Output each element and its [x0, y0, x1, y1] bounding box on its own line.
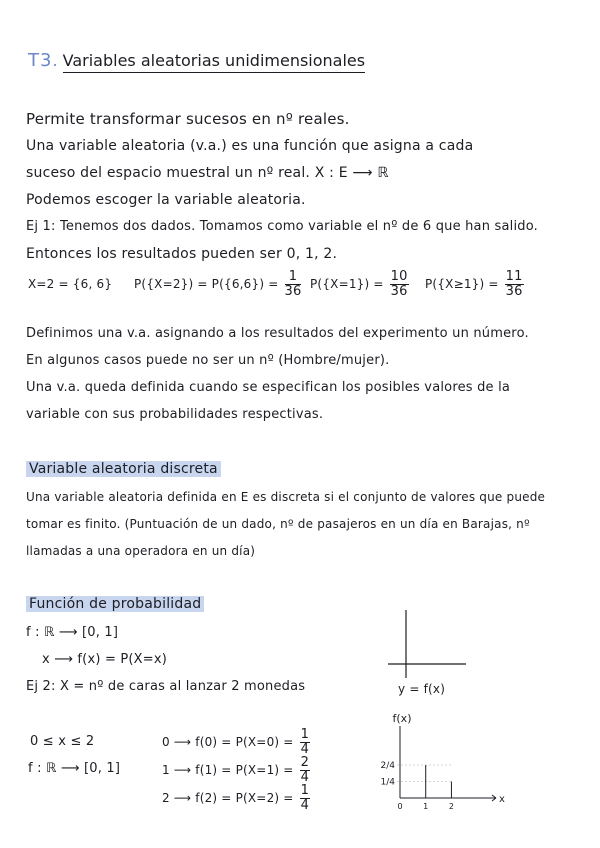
fraction-num: 1	[300, 727, 310, 742]
fraction-num: 2	[300, 755, 310, 770]
intro-line-6: Entonces los resultados pueden ser 0, 1, 2.	[26, 246, 338, 262]
fraction-den: 4	[300, 770, 310, 785]
ex2-row-0	[162, 728, 310, 757]
example-1-line: Ej 1: Tenemos dos dados. Tomamos como variable el nº de 6 que han salido.	[26, 219, 538, 234]
ex2-row-2	[162, 784, 310, 813]
fraction-num: 1	[300, 783, 310, 798]
intro-line-4: Podemos escoger la variable aleatoria.	[26, 192, 306, 208]
fraction-1-4	[300, 728, 310, 757]
discrete-line-1: Una variable aleatoria definida en E es discreta si el conjunto de valores que puede	[26, 490, 546, 504]
para2-line-1: Definimos una v.a. asignando a los resultados del experimento un número.	[26, 326, 529, 341]
intro-line-1: Permite transformar sucesos en nº reales.	[26, 110, 350, 128]
para2-line-4: variable con sus probabilidades respectivas.	[26, 407, 324, 422]
formula-p-x2	[134, 270, 301, 299]
heading-highlight: Función de probabilidad	[26, 596, 204, 612]
intro-line-3: suceso del espacio muestral un nº real. X : E ⟶ ℝ	[26, 165, 389, 181]
section-heading-prob-fn	[26, 595, 204, 613]
fraction-den: 36	[390, 284, 408, 299]
para2-line-2: En algunos casos puede no ser un nº (Hombre/mujer).	[26, 353, 390, 368]
axis-sketch-label: y = f(x)	[398, 682, 446, 696]
page-title	[28, 50, 365, 71]
formula-p-x1-text: P({X=1}) =	[310, 277, 384, 291]
fraction-num: 1	[285, 270, 302, 285]
fraction-den: 4	[300, 798, 310, 813]
x-tick-label: 1	[423, 802, 429, 811]
ex2-row-1	[162, 756, 310, 785]
fraction-den: 36	[284, 284, 302, 299]
x-tick-label: 2	[448, 802, 454, 811]
formula-x-equals-2: X=2 = {6, 6}	[28, 277, 113, 291]
fraction-num: 11	[505, 269, 523, 284]
fraction-2-4	[300, 756, 310, 785]
fraction-10-36	[390, 270, 409, 299]
section-heading-discrete	[26, 460, 221, 478]
discrete-line-3: llamadas a una operadora en un día)	[26, 544, 256, 558]
y-tick-label: 2/4	[380, 761, 395, 771]
ex2-map: f : ℝ ⟶ [0, 1]	[28, 761, 121, 776]
prob-fn-definition: x ⟶ f(x) = P(X=x)	[42, 652, 168, 667]
discrete-line-2: tomar es finito. (Puntuación de un dado, nº de pasajeros en un día en Barajas, nº	[26, 517, 530, 531]
ex2-row-lhs: 1 ⟶ f(1) = P(X=1) =	[162, 763, 294, 777]
x-tick-label: 0	[397, 802, 403, 811]
ex2-row-lhs: 2 ⟶ f(2) = P(X=2) =	[162, 791, 294, 805]
y-axis-label: f(x)	[392, 712, 412, 725]
heading-highlight: Variable aleatoria discreta	[26, 461, 221, 477]
formula-p-xge1	[425, 270, 524, 299]
title-text: Variables aleatorias unidimensionales	[63, 51, 365, 73]
fraction-den: 4	[300, 742, 310, 757]
title-separator: .	[52, 51, 58, 70]
x-axis-label: x	[499, 794, 505, 805]
ex2-row-lhs: 0 ⟶ f(0) = P(X=0) =	[162, 735, 294, 749]
fraction-11-36	[505, 270, 524, 299]
fraction-den: 36	[505, 284, 523, 299]
intro-line-2: Una variable aleatoria (v.a.) es una función que asigna a cada	[26, 138, 474, 154]
axis-sketch	[380, 606, 470, 682]
prob-fn-mapping: f : ℝ ⟶ [0, 1]	[26, 625, 119, 640]
y-tick-label: 1/4	[380, 777, 395, 788]
formula-p-x2-text: P({X=2}) = P({6,6}) =	[134, 277, 279, 291]
probability-chart	[370, 712, 505, 822]
para2-line-3: Una v.a. queda definida cuando se especifican los posibles valores de la	[26, 380, 511, 395]
fraction-num: 10	[390, 269, 408, 284]
formula-p-xge1-text: P({X≥1}) =	[425, 277, 499, 291]
ex2-range: 0 ≤ x ≤ 2	[30, 734, 95, 749]
fraction-1-36	[285, 270, 302, 299]
formula-p-x1	[310, 270, 409, 299]
topic-number: T3	[28, 50, 53, 71]
example-2-line: Ej 2: X = nº de caras al lanzar 2 monedas	[26, 679, 306, 694]
fraction-1-4b	[300, 784, 310, 813]
